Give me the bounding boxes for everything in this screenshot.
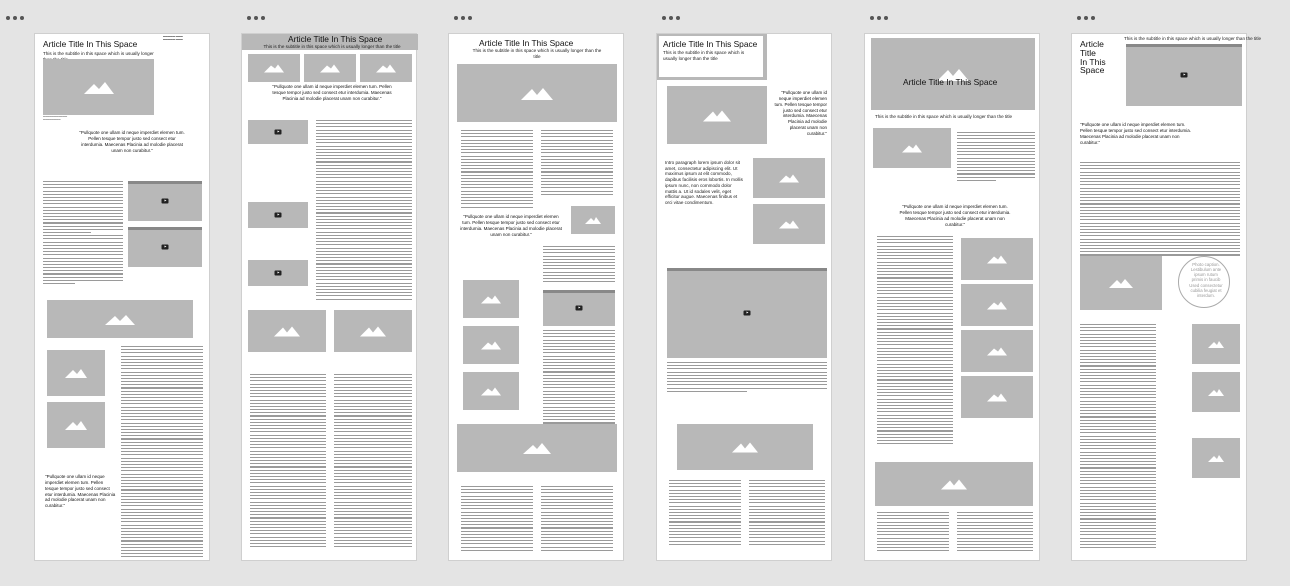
pullquote: "Pullquote one ullam id neque imperdiet elemen tum. Pellen tesque tempor justo sed consect etur interdumia. Maecenas Placinia ad molodie placerat unam non curabitur."	[774, 90, 827, 136]
video-player[interactable]	[667, 268, 827, 358]
wide-image[interactable]	[677, 424, 813, 470]
play-icon[interactable]	[275, 213, 282, 218]
body-text	[334, 374, 412, 554]
wide-image[interactable]	[47, 300, 193, 338]
article-title: Article Title In This Space	[1080, 39, 1106, 76]
video-player[interactable]	[128, 181, 202, 221]
image-placeholder-icon	[987, 301, 1007, 310]
play-icon[interactable]	[162, 199, 169, 204]
article-title: Article Title In This Space	[663, 39, 758, 49]
body-text	[669, 480, 741, 550]
image-placeholder-icon	[360, 326, 386, 337]
image-placeholder-icon	[703, 109, 731, 122]
image-placeholder-icon	[1208, 340, 1224, 348]
body-text	[1080, 162, 1240, 262]
image-placeholder-icon	[941, 479, 967, 490]
hero-image[interactable]	[871, 38, 1035, 110]
thumbnail-image[interactable]	[360, 54, 412, 82]
article-page	[34, 33, 210, 561]
video-player[interactable]	[248, 120, 308, 144]
image-placeholder-icon	[585, 216, 601, 224]
window-controls[interactable]	[454, 16, 472, 20]
article-page	[864, 33, 1040, 561]
body-text	[957, 132, 1035, 188]
window-controls[interactable]	[1077, 16, 1095, 20]
window-controls[interactable]	[662, 16, 680, 20]
side-image[interactable]	[47, 350, 105, 396]
image-placeholder-icon	[987, 255, 1007, 264]
video-player[interactable]	[1126, 44, 1242, 106]
body-text	[541, 486, 613, 554]
article-page	[1071, 33, 1262, 561]
layout-window-2	[241, 0, 419, 586]
article-title: Article Title In This Space	[479, 38, 574, 48]
image-placeholder-icon	[1208, 454, 1224, 462]
body-text	[749, 480, 825, 550]
window-controls[interactable]	[247, 16, 265, 20]
video-player[interactable]	[128, 227, 202, 267]
side-image[interactable]	[961, 238, 1033, 280]
article-page	[656, 33, 832, 561]
side-image[interactable]	[1192, 372, 1240, 412]
body-text	[1080, 324, 1156, 554]
video-player[interactable]	[248, 260, 308, 286]
image-placeholder-icon	[481, 295, 501, 304]
article-page	[241, 33, 417, 561]
image-placeholder-icon	[523, 442, 551, 454]
wide-image[interactable]	[334, 310, 412, 352]
hero-image[interactable]	[457, 64, 617, 122]
article-title: Article Title In This Space	[903, 77, 998, 87]
image-placeholder-icon	[376, 64, 396, 73]
image-placeholder-icon	[65, 420, 87, 430]
side-image[interactable]	[463, 326, 519, 364]
article-subtitle: This is the subtitle in this space which is usually longer	[43, 51, 154, 56]
byline: ▬▬▬▬▬ ▬▬▬ ▬▬▬▬▬ ▬▬▬	[163, 35, 183, 42]
intro-paragraph: Intro paragraph lorem ipsum dolor sit amet, consectetur adipiscing elit. Ut maximus ipsum at elit commodo, dapibus facilisis eros lobortis. In mollis ipsum nunc, non commodo dolor mattis a. Ut id sodales velit, eget efficitur augue. Maecenas finibus et orci vitae condimentum.	[665, 160, 743, 206]
pullquote: "Pullquote one ullam id neque imperdiet elemen tum. Pellen tesque tempor justo sed consect etur interdumia. Maecenas Placinia ad molodie placerat unam non curabitur."	[272, 84, 392, 101]
body-text	[877, 236, 953, 454]
pullquote: "Pullquote one ullam id neque imperdiet elemen tum. Pellen tesque tempor justo sed consect etur interdumia. Maecenas Placinia ad molodie placerat unam non curabitur."	[460, 214, 562, 237]
article-page	[448, 33, 624, 561]
image-placeholder-icon	[902, 144, 922, 153]
pullquote: "Pullquote one ullam id neque imperdiet elemen tum. Pellen tesque tempor justo sed consect etur interdumia. Maecenas Placinia ad molodie placerat unam non curabitur."	[899, 204, 1011, 227]
side-image[interactable]	[961, 284, 1033, 326]
article-subtitle: This is the subtitle in this space which is usually longer than the title	[875, 114, 1013, 119]
image-placeholder-icon	[779, 174, 799, 183]
body-text	[957, 512, 1033, 556]
side-image[interactable]	[463, 372, 519, 410]
window-controls[interactable]	[6, 16, 24, 20]
side-image[interactable]	[47, 402, 105, 448]
play-icon[interactable]	[744, 311, 751, 316]
body-text	[461, 130, 533, 212]
body-text	[250, 374, 326, 554]
body-text	[316, 120, 412, 304]
pullquote: "Pullquote one ullam id neque imperdiet elemen tum. Pellen tesque tempor justo sed consect etur interdumia. Maecenas Placinia ad molodie placerat unam non curabitur."	[79, 130, 185, 153]
side-image[interactable]	[961, 330, 1033, 372]
article-title: Article Title In This Space	[288, 34, 383, 44]
image-placeholder-icon	[521, 86, 553, 100]
pullquote: "Pullquote one ullam id neque imperdiet elemen tum. Pellen tesque tempor justo sed consect etur interdumia. Maecenas Placinia ad molodie placerat unam non curabitur."	[45, 474, 116, 509]
image-placeholder-icon	[732, 442, 758, 453]
image-placeholder-icon	[65, 368, 87, 378]
image-placeholder-icon	[987, 347, 1007, 356]
hero-image[interactable]	[667, 86, 767, 144]
side-image[interactable]	[1080, 256, 1162, 310]
wide-image[interactable]	[457, 424, 617, 472]
video-player[interactable]	[543, 290, 615, 326]
body-text	[667, 362, 827, 398]
wide-image[interactable]	[248, 310, 326, 352]
thumbnail-image[interactable]	[248, 54, 300, 82]
side-image[interactable]	[961, 376, 1033, 418]
play-icon[interactable]	[576, 306, 583, 311]
layout-window-5	[864, 0, 1042, 586]
window-controls[interactable]	[870, 16, 888, 20]
article-subtitle: This is the subtitle in this space which is usually longer than the title	[1124, 36, 1262, 41]
side-image[interactable]	[873, 128, 951, 168]
image-placeholder-icon	[779, 220, 799, 229]
side-image[interactable]	[463, 280, 519, 318]
side-image[interactable]	[1192, 324, 1240, 364]
image-placeholder-icon	[1208, 388, 1224, 396]
image-placeholder-icon	[274, 326, 300, 337]
image-placeholder-icon	[1109, 278, 1133, 288]
layout-window-3	[448, 0, 626, 586]
pullquote: "Pullquote one ullam id neque imperdiet elemen tum. Pellen tesque tempor justo sed consect etur interdumia. Maecenas Placinia ad molodie placerat unam non curabitur."	[1080, 122, 1192, 145]
wide-image[interactable]	[875, 462, 1033, 506]
side-image[interactable]	[753, 158, 825, 198]
article-subtitle: This is the subtitle in this space which is usually longer than the title	[472, 48, 602, 59]
layout-window-6	[1071, 0, 1262, 586]
image-placeholder-icon	[264, 64, 284, 73]
article-subtitle: This is the subtitle in this space which is usually longer than the title	[263, 44, 401, 49]
video-player[interactable]	[248, 202, 308, 228]
body-text	[541, 130, 613, 200]
body-text	[43, 181, 123, 287]
side-image[interactable]	[753, 204, 825, 244]
body-text	[461, 486, 533, 554]
layout-window-1	[34, 0, 212, 586]
thumbnail-image[interactable]	[304, 54, 356, 82]
play-icon[interactable]	[162, 245, 169, 250]
photo-caption: Photo caption. Lestibulum ante ipsum rutum primis in faucib Used consectetur cubilia feugiat et interdum.	[1189, 262, 1223, 298]
image-placeholder-icon	[481, 341, 501, 350]
image-placeholder-icon	[84, 80, 114, 94]
side-image[interactable]	[1192, 438, 1240, 478]
hero-image[interactable]	[43, 59, 154, 115]
play-icon[interactable]	[1181, 73, 1188, 78]
body-text	[543, 246, 615, 286]
image-placeholder-icon	[987, 393, 1007, 402]
body-text	[121, 346, 203, 561]
image-placeholder-icon	[320, 64, 340, 73]
image-placeholder-icon	[105, 313, 135, 325]
body-text	[877, 512, 949, 556]
article-title: Article Title In This Space	[43, 39, 138, 49]
play-icon[interactable]	[275, 130, 282, 135]
layout-window-4	[656, 0, 834, 586]
image-placeholder-icon	[481, 387, 501, 396]
article-subtitle: This is the subtitle in this space which is usually longer than the title	[663, 50, 745, 61]
play-icon[interactable]	[275, 271, 282, 276]
side-image[interactable]	[571, 206, 615, 234]
image-caption: ▬▬▬▬▬▬▬▬▬▬▬ ▬▬▬▬▬▬▬▬	[43, 116, 68, 121]
